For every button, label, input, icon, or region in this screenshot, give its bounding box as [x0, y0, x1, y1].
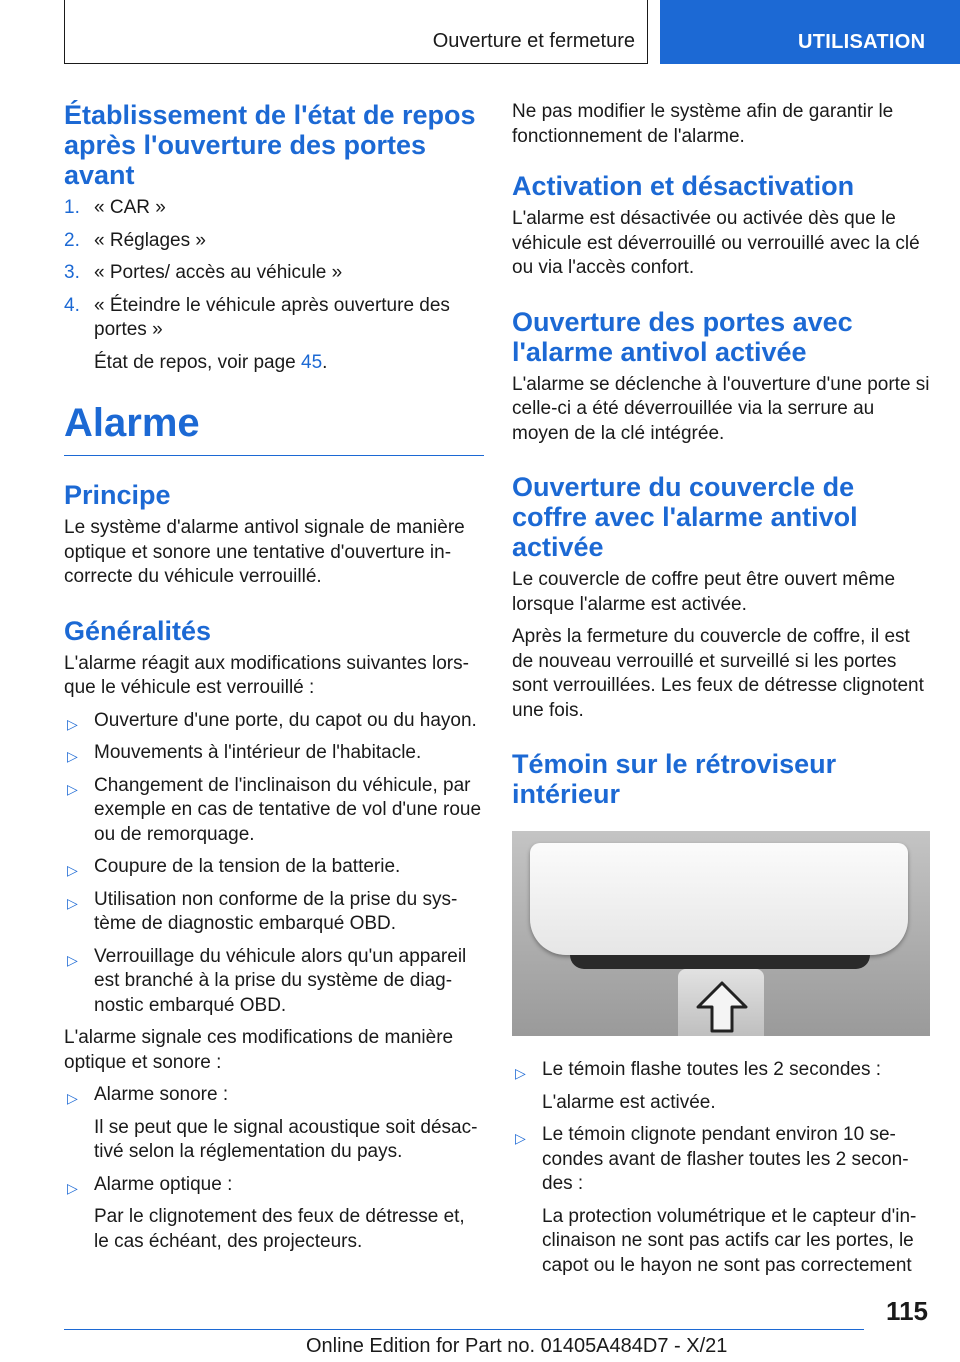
triangle-right-icon: ▷	[67, 894, 78, 911]
triangle-right-icon: ▷	[67, 715, 78, 732]
general-text: L'alarme réagit aux modifications suivantes lorsque le véhicule est verrouillé :	[64, 652, 469, 698]
general-list	[64, 709, 484, 1019]
list-item: ▷ Ouverture d'une porte, du capot ou du hayon.	[64, 709, 484, 734]
footer-divider	[64, 1329, 864, 1330]
list-item: ▷ Utilisation non conforme de la prise du système de diagnostic embarqué OBD.	[67, 888, 458, 934]
title-divider	[64, 455, 484, 456]
list-item: 2. « Réglages »	[64, 229, 206, 251]
triangle-right-icon: ▷	[67, 748, 78, 764]
mirror-bezel	[570, 955, 870, 969]
triangle-right-icon: ▷	[67, 780, 78, 797]
triangle-right-icon: ▷	[67, 1090, 78, 1106]
list-item: ▷ Coupure de la tension de la batterie.	[64, 855, 484, 880]
triangle-right-icon: ▷	[67, 862, 78, 878]
doors-title: Ouverture des portes avec l'alarme antivol activée	[512, 306, 853, 367]
footer-edition: Online Edition for Part no. 01405A484D7 - X/21	[306, 1335, 728, 1357]
mirror-glass	[530, 843, 908, 955]
doors-text: L'alarme se déclenche à l'ouverture d'une porte si celle-ci a été déverrouillée via la serrure au moyen de la clé intégrée.	[512, 373, 930, 444]
rest-steps	[64, 196, 484, 375]
header-tab[interactable]	[660, 0, 960, 64]
principle-title: Principe	[64, 480, 171, 510]
triangle-right-icon: ▷	[515, 1130, 526, 1146]
list-item: ▷ Le témoin flashe toutes les 2 secondes : L'alarme est activée.	[515, 1059, 882, 1113]
list-item: 1. « CAR »	[64, 197, 166, 218]
header-section-title: Ouverture et fermeture	[432, 30, 635, 52]
general-title: Généralités	[64, 615, 212, 646]
trunk-title: Ouverture du couvercle de coffre avec l'alarme antivol activée	[512, 472, 858, 562]
triangle-right-icon: ▷	[67, 1179, 78, 1196]
list-item: ▷ Alarme optique : Par le clignotement des feux de détresse et, le cas échéant, des projecteurs.	[67, 1173, 465, 1252]
rest-title: Établissement de l'état de repos après l'ouverture des portes avant	[64, 100, 476, 190]
arrow-up-icon	[694, 979, 750, 1035]
activation-text: L'alarme est désactivée ou activée dès que le véhicule est déverrouillé ou verrouillé avec la clé ou via l'accès confort.	[512, 208, 920, 278]
triangle-right-icon: ▷	[67, 951, 78, 968]
list-item: ▷ Verrouillage du véhicule alors qu'un appareil est branché à la prise du système de diagnostic embarqué OBD.	[67, 945, 467, 1016]
mirror-title: Témoin sur le rétroviseur intérieur	[512, 749, 837, 809]
header-section-box	[64, 0, 648, 64]
alarm-title: Alarme	[64, 401, 200, 445]
list-item: ▷ Changement de l'inclinaison du véhicule, par exemple en cas de tentative de vol d'une roue ou de remorquage.	[67, 774, 482, 845]
list-item: 4. « Éteindre le véhicule après ouverture des portes » État de repos, voir page 45.	[64, 294, 484, 376]
right-column	[512, 100, 930, 1286]
list-item: ▷ Mouvements à l'intérieur de l'habitacle.	[64, 741, 484, 766]
header-tab-label: UTILISATION	[798, 31, 926, 53]
rearview-mirror-image	[512, 831, 930, 1036]
list-item: ▷ Le témoin clignote pendant environ 10 secondes avant de flasher toutes les 2 secondes : La protection volumétrique et le capteur d'inclinaison ne sont pas actifs car les portes, le capot ou le hayon ne sont pas correctement	[515, 1124, 917, 1276]
rest-reference: État de repos, voir page 45.	[94, 351, 328, 373]
list-item: ▷ Alarme sonore : Il se peut que le signal acoustique soit désactivé selon la réglementation du pays.	[67, 1084, 478, 1162]
triangle-right-icon: ▷	[515, 1065, 526, 1081]
intro-text: Ne pas modifier le système afin de garantir le fonctionnement de l'alarme.	[512, 101, 894, 147]
page-link[interactable]: 45	[301, 351, 323, 373]
trunk-text-1: Le couvercle de coffre peut être ouvert même lorsque l'alarme est activée.	[512, 569, 896, 615]
mirror-list	[512, 1058, 930, 1278]
principle-text: Le système d'alarme antivol signale de manière optique et sonore une tentative d'ouverture incorrecte du véhicule verrouillé.	[64, 517, 465, 587]
signal-list	[64, 1083, 484, 1254]
signal-text: L'alarme signale ces modifications de manière optique et sonore :	[64, 1027, 454, 1073]
page-number: 115	[886, 1296, 928, 1326]
list-item: 3. « Portes/ accès au véhicule »	[64, 262, 343, 283]
trunk-text-2: Après la fermeture du couvercle de coffre, il est de nouveau verrouillé et surveillé si les portes sont verrouillées. Les feux de détresse clignotent une fois.	[512, 626, 924, 721]
activation-title: Activation et désactivation	[512, 171, 855, 201]
left-column	[64, 100, 484, 1262]
